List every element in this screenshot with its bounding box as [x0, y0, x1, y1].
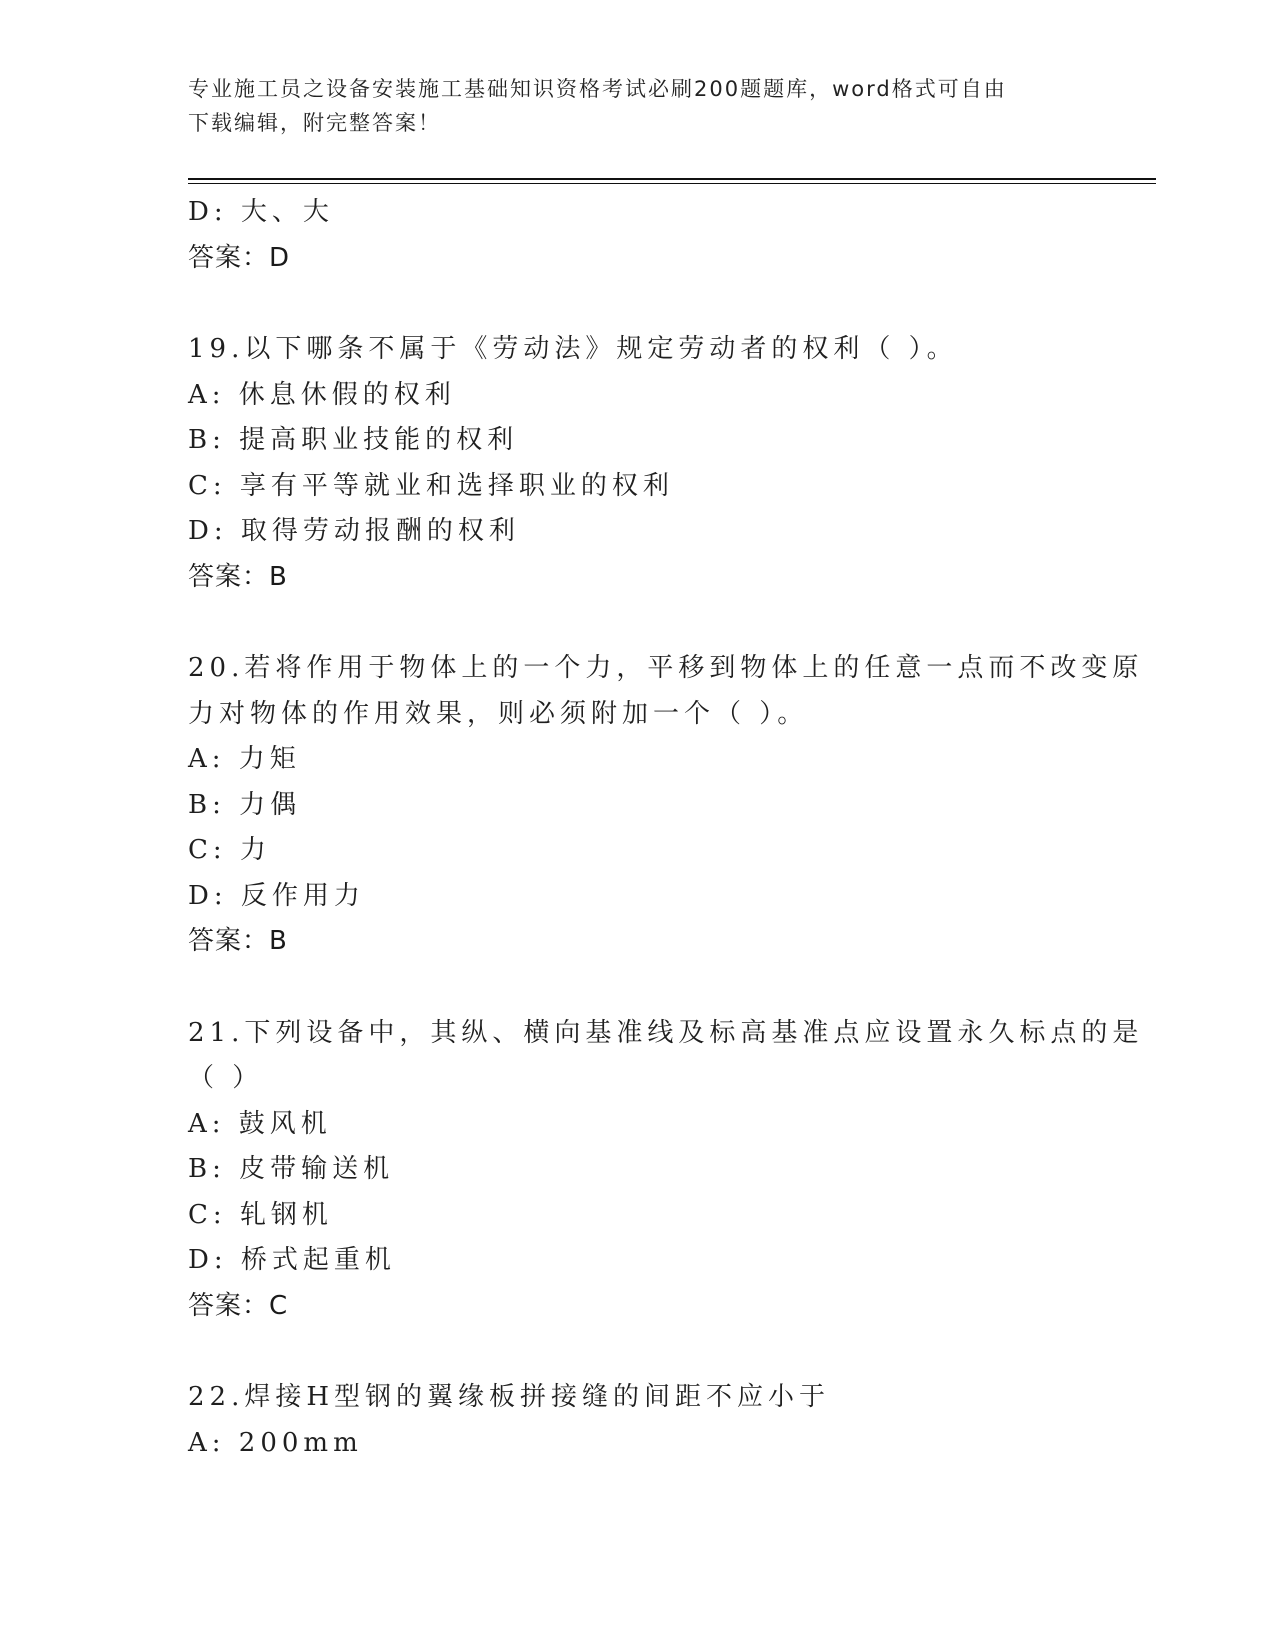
option-d: D: 取得劳动报酬的权利 — [188, 516, 520, 546]
option-c: C: 力 — [188, 835, 271, 865]
option-b: B: 提高职业技能的权利 — [188, 425, 519, 455]
spacer — [188, 1329, 1088, 1375]
spacer — [188, 600, 1088, 646]
question-stem: 19.以下哪条不属于《劳动法》规定劳动者的权利（ ）。 — [188, 334, 958, 364]
question-20 — [188, 646, 1144, 965]
prev-option-d: D: 大、大 — [188, 197, 334, 227]
header-line-2: 下载编辑，附完整答案！ — [188, 111, 441, 135]
question-stem-line-1: 21.下列设备中，其纵、横向基准线及标高基准点应设置永久标点的是 — [188, 1017, 1144, 1048]
option-a: A: 鼓风机 — [188, 1108, 332, 1139]
option-d: D: 桥式起重机 — [188, 1245, 396, 1275]
answer: 答案：B — [188, 926, 288, 956]
header-divider-thick — [188, 178, 1156, 180]
option-d: D: 反作用力 — [188, 880, 365, 911]
spacer — [188, 965, 1088, 1011]
spacer — [188, 281, 1088, 327]
document-header — [188, 72, 1068, 140]
question-19 — [188, 327, 1088, 600]
prev-answer: 答案：D — [188, 242, 291, 273]
question-list — [188, 190, 1144, 1466]
answer: 答案：B — [188, 561, 288, 592]
question-stem-line-1: 20.若将作用于物体上的一个力，平移到物体上的任意一点而不改变原 — [188, 653, 1144, 683]
option-b: B: 力偶 — [188, 789, 302, 820]
header-divider-thin — [188, 183, 1156, 184]
answer: 答案：C — [188, 1290, 289, 1321]
option-c: C: 享有平等就业和选择职业的权利 — [188, 470, 674, 501]
option-a: A: 200mm — [188, 1427, 363, 1458]
option-c: C: 轧钢机 — [188, 1199, 333, 1230]
option-a: A: 力矩 — [188, 744, 301, 774]
header-line-1: 专业施工员之设备安装施工基础知识资格考试必刷200题题库，word格式可自由 — [188, 77, 1007, 101]
question-stem-line-2: 力对物体的作用效果，则必须附加一个（ ）。 — [188, 698, 809, 729]
question-stem-line-2: （ ） — [188, 1063, 264, 1093]
option-a: A: 休息休假的权利 — [188, 379, 456, 410]
question-22 — [188, 1375, 1088, 1466]
question-stem: 22.焊接H型钢的翼缘板拼接缝的间距不应小于 — [188, 1382, 831, 1412]
option-b: B: 皮带输送机 — [188, 1154, 395, 1184]
question-21 — [188, 1011, 1144, 1330]
